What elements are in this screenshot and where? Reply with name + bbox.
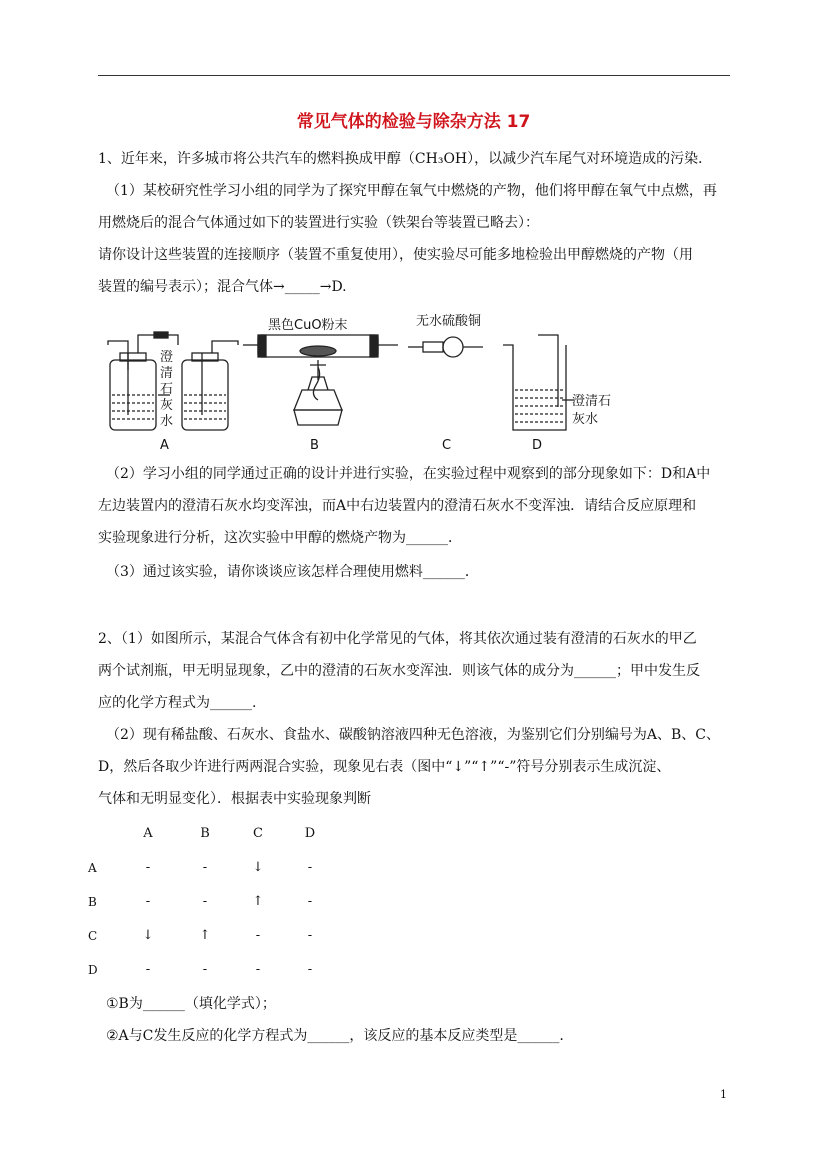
lime-label-d1: 澄清石	[572, 394, 612, 409]
table-cell: -	[255, 962, 261, 977]
q1-line-5: 装置的编号表示）；混合气体→_____→D.	[98, 279, 347, 295]
table-cell: -	[307, 860, 313, 875]
header-rule	[98, 75, 730, 76]
table-cell: ↑	[252, 894, 264, 909]
apparatus-figure	[98, 305, 618, 455]
table-col-header: B	[200, 826, 210, 841]
cuso4-label: 无水硫酸铜	[416, 314, 482, 329]
q2-line-6: 气体和无明显变化）．根据表中实验现象判断	[98, 791, 371, 807]
table-cell: ↓	[252, 860, 264, 875]
lime-label-a4: 灰	[160, 398, 174, 413]
table-cell: ↓	[142, 928, 154, 943]
lime-label-a5: 水	[160, 414, 174, 429]
table-cell: -	[307, 928, 313, 943]
table-col-header: C	[253, 826, 263, 841]
label-d: D	[532, 438, 543, 453]
table-cell: -	[255, 928, 261, 943]
lime-label-a3: 石	[160, 382, 174, 397]
lime-label-a1: 澄	[160, 350, 174, 365]
q2-line-5: D，然后各取少许进行两两混合实验，现象见右表（图中“↓”“↑”“-”符号分别表示生成沉淀、	[98, 759, 671, 775]
q2-sub-2: ②A与C发生反应的化学方程式为______，该反应的基本反应类型是______.	[106, 1028, 564, 1044]
q1-line-3: 用燃烧后的混合气体通过如下的装置进行实验（铁架台等装置已略去）：	[98, 215, 539, 231]
q2-line-3: 应的化学方程式为______.	[98, 695, 257, 711]
table-cell: -	[145, 860, 151, 875]
label-c: C	[442, 438, 452, 453]
q2-line-4: （2）现有稀盐酸、石灰水、食盐水、碳酸钠溶液四种无色溶液，为鉴别它们分别编号为A、B、C、	[106, 727, 721, 743]
q2-line-2: 两个试剂瓶，甲无明显现象，乙中的澄清的石灰水变浑浊．则该气体的成分为______；甲中发生反	[98, 663, 700, 679]
table-cell: -	[145, 962, 151, 977]
q1-line-1: 1、近年来，许多城市将公共汽车的燃料换成甲醇（CH₃OH），以减少汽车尾气对环境造成的污染．	[98, 151, 713, 167]
lime-label-a2: 清	[160, 366, 174, 381]
table-row-header: D	[88, 963, 98, 977]
page-title: 常见气体的检验与除杂方法 17	[296, 112, 531, 132]
cuo-label: 黑色CuO粉末	[268, 318, 348, 333]
table-row-header: A	[88, 861, 97, 875]
q1-line-4: 请你设计这些装置的连接顺序（装置不重复使用），使实验尽可能多地检验出甲醇燃烧的产物（用	[98, 247, 693, 263]
q1-line-9: （3）通过该实验，请你谈谈应该怎样合理使用燃料______．	[106, 564, 479, 580]
table-col-header: D	[304, 826, 316, 841]
table-row-header: C	[88, 929, 98, 943]
table-row-header: B	[88, 895, 97, 909]
q2-line-1: 2、（1）如图所示，某混合气体含有初中化学常见的气体，将其依次通过装有澄清的石灰水的甲乙	[98, 631, 697, 647]
table-cell: -	[307, 962, 313, 977]
table-cell: -	[202, 860, 208, 875]
q1-line-8: 实验现象进行分析，这次实验中甲醇的燃烧产物为______．	[98, 530, 462, 546]
q1-line-6: （2）学习小组的同学通过正确的设计并进行实验，在实验过程中观察到的部分现象如下：D和A中	[106, 466, 711, 482]
label-b: B	[310, 438, 319, 453]
label-a: A	[160, 438, 169, 453]
q1-line-2: （1）某校研究性学习小组的同学为了探究甲醇在氧气中燃烧的产物，他们将甲醇在氧气中点燃，再	[106, 183, 717, 199]
lime-label-d2: 灰水	[572, 412, 599, 427]
page-number: 1	[720, 1088, 727, 1101]
table-cell: -	[145, 894, 151, 909]
q2-sub-1: ①B为______（填化学式）；	[106, 996, 276, 1012]
q1-line-7: 左边装置内的澄清石灰水均变浑浊，而A中右边装置内的澄清石灰水不变浑浊．请结合反应原理和	[98, 498, 697, 514]
table-cell: -	[202, 894, 208, 909]
table-cell: -	[307, 894, 313, 909]
table-cell: -	[202, 962, 208, 977]
table-col-header: A	[143, 826, 153, 841]
table-cell: ↑	[199, 928, 211, 943]
